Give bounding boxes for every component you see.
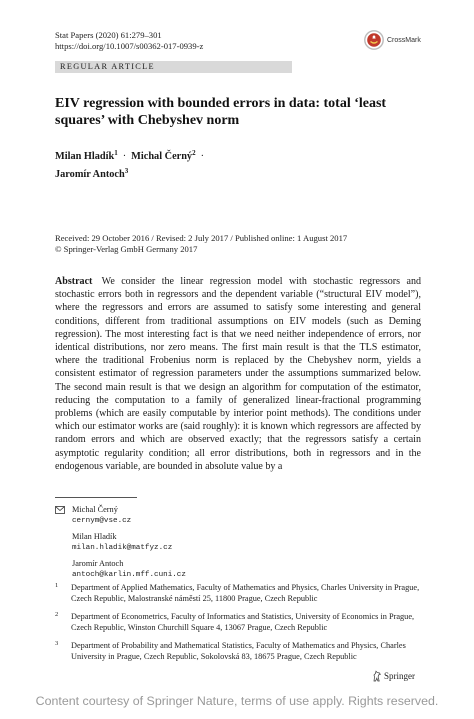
- affiliation-number: 2: [55, 611, 59, 619]
- affiliation-number: 1: [55, 582, 59, 589]
- publication-dates: [55, 233, 435, 255]
- author-list: [55, 146, 415, 182]
- author-name[interactable]: Michal Černý: [131, 151, 193, 162]
- author-affil-ref: 3: [124, 167, 129, 175]
- springer-horse-icon: [372, 670, 382, 682]
- author-separator: ·: [122, 151, 127, 162]
- crossmark-icon: [364, 30, 384, 50]
- journal-header: [55, 30, 203, 52]
- footnote-rule: [55, 497, 137, 498]
- springer-logo[interactable]: [372, 670, 415, 682]
- history-dates: Received: 29 October 2016 / Revised: 2 July 2017 / Published online: 1 August 2017: [55, 233, 348, 243]
- contact-name: Milan Hladík: [72, 532, 117, 542]
- article-type: REGULAR ARTICLE: [60, 62, 155, 71]
- abstract: [55, 275, 421, 473]
- affiliation-item: [55, 641, 421, 662]
- contact-email[interactable]: cernym@vse.cz: [72, 516, 132, 525]
- journal-citation: Stat Papers (2020) 61:279–301: [55, 30, 162, 40]
- doi-link[interactable]: https://doi.org/10.1007/s00362-017-0939-z: [55, 41, 204, 51]
- contact-entry: [55, 505, 186, 526]
- affiliation-item: [55, 583, 421, 604]
- author-affil-ref: 1: [114, 149, 118, 157]
- crossmark-label: CrossMark: [387, 36, 421, 44]
- affiliations: [55, 583, 421, 671]
- contact-entry: [55, 559, 186, 580]
- contact-email[interactable]: antoch@karlin.mff.cuni.cz: [72, 570, 186, 579]
- author-separator: ·: [200, 151, 205, 162]
- paper-title: EIV regression with bounded errors in data: total ‘least squares’ with Chebyshev norm: [55, 96, 387, 128]
- affiliation-number: 3: [55, 640, 59, 648]
- mail-icon: [55, 506, 65, 514]
- contact-name: Jaromír Antoch: [72, 559, 124, 569]
- abstract-text: We consider the linear regression model with stochastic regressors and stochastic errors both in regressors and the dependent variable (“structural EIV model”), where the regressors and errors are assumed to satisfy some interesting and general conditions, different from traditional assumptions on EIV models (such as Deming regression). The most interesting fact is that we need neither independence of errors, nor identical distributions, nor zero means. The first main result is that the TLS estimator, where the traditional Frobenius norm is replaced by the Chebyshev norm, yields a consistent estimator of regression parameters under the assumptions summarized below. The second main result is that we design an algorithm for computation of the estimator, reducing the computation to a family of generalized linear-fractional programming problems (which are easily computable by interior point methods). The conditions under which our estimator works are (said roughly): it is known which regressors are affected by random errors and which are observed exactly; that the regressors satisfy a certain asymptotic regularity condition; all error distributions, both in regressors and in the endogenous variable, are bounded in absolute value by a: [55, 276, 421, 472]
- author-affil-ref: 2: [192, 149, 196, 157]
- article-type-band: [55, 61, 292, 73]
- affiliation-text: Department of Econometrics, Faculty of Informatics and Statistics, University of Economics in Prague, Czech Republic, Winston Churchill Square 4, 13067 Prague, Czech Republic: [71, 612, 415, 632]
- contact-name: Michal Černý: [72, 505, 118, 514]
- abstract-heading: Abstract: [55, 276, 93, 287]
- author-name[interactable]: Jaromír Antoch: [55, 169, 125, 180]
- contact-entry: [55, 532, 186, 553]
- contact-info: [55, 505, 186, 587]
- affiliation-text: Department of Applied Mathematics, Faculty of Mathematics and Physics, Charles University in Prague, Czech Republic, Malostranské náměstí 25, 11800 Prague, Czech Republic: [71, 583, 420, 603]
- contact-email[interactable]: milan.hladik@matfyz.cz: [72, 543, 173, 552]
- crossmark-badge[interactable]: [364, 30, 421, 50]
- courtesy-notice: Content courtesy of Springer Nature, terms of use apply. Rights reserved.: [35, 694, 439, 708]
- affiliation-item: [55, 612, 421, 633]
- springer-label: Springer: [384, 671, 415, 681]
- author-name[interactable]: Milan Hladík: [55, 151, 115, 162]
- affiliation-text: Department of Probability and Mathematical Statistics, Faculty of Mathematics and Physics, Charles University in Prague, Czech Republic, Sokolovská 83, 18675 Prague, Czech Republic: [71, 641, 406, 661]
- copyright-notice: © Springer-Verlag GmbH Germany 2017: [55, 244, 198, 254]
